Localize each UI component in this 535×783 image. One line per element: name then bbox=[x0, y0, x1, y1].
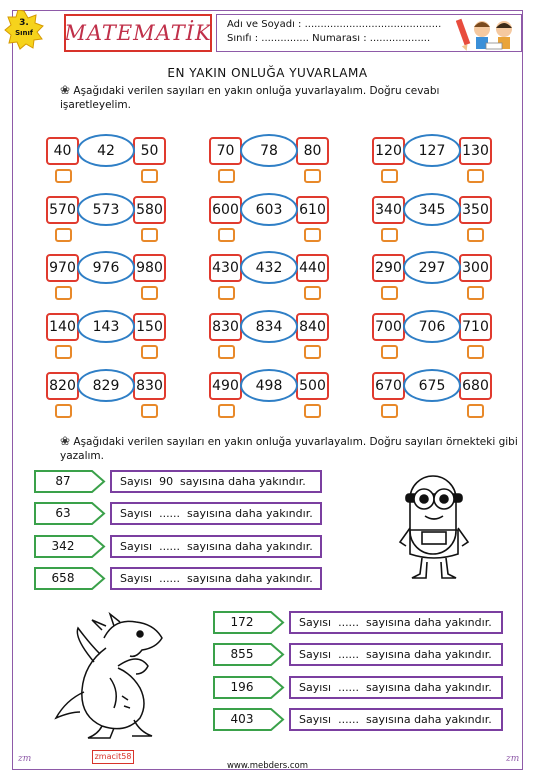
section1-instruction: Aşağıdaki verilen sayıları en yakın onluğa yuvarlayalım. Doğru cevabı işaretleyelim. bbox=[60, 85, 440, 111]
lower-answer-checkbox[interactable] bbox=[55, 286, 72, 300]
lower-ten-box: 40 bbox=[46, 137, 79, 165]
lower-answer-checkbox[interactable] bbox=[55, 228, 72, 242]
number-arrow-tag bbox=[34, 535, 104, 558]
number-arrow-tag bbox=[213, 676, 283, 699]
upper-answer-checkbox[interactable] bbox=[141, 169, 158, 183]
sentence-row bbox=[213, 676, 503, 699]
flower-bullet-icon: ❀ bbox=[60, 83, 71, 97]
lower-answer-checkbox[interactable] bbox=[218, 169, 235, 183]
lower-answer-checkbox[interactable] bbox=[55, 404, 72, 418]
upper-ten-box: 300 bbox=[459, 254, 492, 282]
rounding-group bbox=[46, 254, 196, 312]
lower-ten-box: 700 bbox=[372, 313, 405, 341]
target-number-oval: 78 bbox=[240, 134, 298, 167]
upper-answer-checkbox[interactable] bbox=[467, 228, 484, 242]
lower-ten-box: 140 bbox=[46, 313, 79, 341]
lower-ten-box: 290 bbox=[372, 254, 405, 282]
rounding-group bbox=[46, 137, 196, 195]
target-number-oval: 143 bbox=[77, 310, 135, 343]
sentence-row bbox=[213, 611, 503, 634]
target-number-oval: 976 bbox=[77, 251, 135, 284]
upper-ten-box: 840 bbox=[296, 313, 329, 341]
upper-answer-checkbox[interactable] bbox=[304, 286, 321, 300]
lower-answer-checkbox[interactable] bbox=[55, 345, 72, 359]
target-number-oval: 829 bbox=[77, 369, 135, 402]
rounding-group bbox=[372, 313, 522, 371]
number-arrow-tag bbox=[213, 611, 283, 634]
upper-ten-box: 980 bbox=[133, 254, 166, 282]
rounding-group bbox=[372, 196, 522, 254]
upper-answer-checkbox[interactable] bbox=[304, 228, 321, 242]
upper-ten-box: 350 bbox=[459, 196, 492, 224]
target-number-oval: 675 bbox=[403, 369, 461, 402]
sentence-row bbox=[34, 470, 322, 493]
upper-ten-box: 150 bbox=[133, 313, 166, 341]
lower-ten-box: 120 bbox=[372, 137, 405, 165]
target-number-oval: 573 bbox=[77, 193, 135, 226]
name-field[interactable]: Adı ve Soyadı : ........................................... bbox=[227, 19, 442, 30]
target-number-oval: 127 bbox=[403, 134, 461, 167]
upper-answer-checkbox[interactable] bbox=[304, 345, 321, 359]
lower-ten-box: 820 bbox=[46, 372, 79, 400]
subject-title: MATEMATİK bbox=[64, 21, 212, 45]
kids-pencil-illustration bbox=[456, 15, 520, 51]
upper-answer-checkbox[interactable] bbox=[467, 404, 484, 418]
answer-sentence-box[interactable]: Sayısı ...... sayısına daha yakındır. bbox=[289, 676, 503, 699]
lower-answer-checkbox[interactable] bbox=[381, 228, 398, 242]
section1-instruction-wrap bbox=[60, 83, 460, 112]
given-number: 658 bbox=[51, 571, 75, 585]
upper-answer-checkbox[interactable] bbox=[304, 169, 321, 183]
rounding-group bbox=[372, 137, 522, 195]
given-number: 403 bbox=[230, 712, 254, 726]
lower-ten-box: 570 bbox=[46, 196, 79, 224]
target-number-oval: 603 bbox=[240, 193, 298, 226]
number-arrow-tag bbox=[213, 643, 283, 666]
lower-ten-box: 70 bbox=[209, 137, 242, 165]
upper-ten-box: 680 bbox=[459, 372, 492, 400]
upper-answer-checkbox[interactable] bbox=[467, 286, 484, 300]
rounding-group bbox=[209, 196, 359, 254]
lower-ten-box: 600 bbox=[209, 196, 242, 224]
upper-ten-box: 80 bbox=[296, 137, 329, 165]
section2-instruction-wrap bbox=[60, 434, 525, 463]
lower-answer-checkbox[interactable] bbox=[381, 286, 398, 300]
flower-bullet-icon: ❀ bbox=[60, 434, 71, 448]
target-number-oval: 706 bbox=[403, 310, 461, 343]
lower-answer-checkbox[interactable] bbox=[55, 169, 72, 183]
lower-ten-box: 490 bbox=[209, 372, 242, 400]
given-number: 172 bbox=[230, 615, 254, 629]
target-number-oval: 498 bbox=[240, 369, 298, 402]
number-arrow-tag bbox=[34, 470, 104, 493]
lower-answer-checkbox[interactable] bbox=[218, 404, 235, 418]
rounding-group bbox=[46, 196, 196, 254]
section2-instruction: Aşağıdaki verilen sayıları en yakın onluğa yuvarlayalım. Doğru sayıları örnekteki gibi yazalım. bbox=[60, 436, 518, 462]
minion-illustration bbox=[392, 470, 476, 585]
subject-title-box bbox=[64, 14, 212, 52]
class-number-field[interactable]: Sınıfı : ............... Numarası : ................... bbox=[227, 33, 431, 44]
upper-ten-box: 710 bbox=[459, 313, 492, 341]
answer-sentence-box[interactable]: Sayısı ...... sayısına daha yakındır. bbox=[110, 502, 322, 525]
upper-ten-box: 500 bbox=[296, 372, 329, 400]
lower-ten-box: 970 bbox=[46, 254, 79, 282]
target-number-oval: 345 bbox=[403, 193, 461, 226]
sentence-row bbox=[213, 643, 503, 666]
given-number: 855 bbox=[230, 647, 254, 661]
sentence-row bbox=[34, 535, 322, 558]
sentence-row bbox=[213, 708, 503, 731]
upper-answer-checkbox[interactable] bbox=[141, 404, 158, 418]
upper-answer-checkbox[interactable] bbox=[467, 169, 484, 183]
upper-answer-checkbox[interactable] bbox=[141, 345, 158, 359]
upper-answer-checkbox[interactable] bbox=[141, 228, 158, 242]
lower-answer-checkbox[interactable] bbox=[381, 404, 398, 418]
given-number: 87 bbox=[55, 474, 71, 488]
rounding-group bbox=[209, 313, 359, 371]
lower-ten-box: 340 bbox=[372, 196, 405, 224]
upper-ten-box: 50 bbox=[133, 137, 166, 165]
lower-answer-checkbox[interactable] bbox=[381, 169, 398, 183]
answer-sentence-box[interactable]: Sayısı ...... sayısına daha yakındır. bbox=[289, 643, 503, 666]
rounding-group bbox=[46, 372, 196, 430]
given-number: 196 bbox=[230, 680, 254, 694]
sentence-row bbox=[34, 502, 322, 525]
dragon-illustration bbox=[44, 608, 174, 743]
lower-ten-box: 670 bbox=[372, 372, 405, 400]
upper-answer-checkbox[interactable] bbox=[304, 404, 321, 418]
given-number: 342 bbox=[51, 539, 75, 553]
upper-ten-box: 610 bbox=[296, 196, 329, 224]
grade-number: 3. bbox=[19, 18, 29, 28]
number-arrow-tag bbox=[34, 502, 104, 525]
author-tag: zmacit58 bbox=[92, 750, 134, 764]
rounding-group bbox=[46, 313, 196, 371]
corner-mark-right: zm bbox=[506, 754, 520, 764]
upper-answer-checkbox[interactable] bbox=[141, 286, 158, 300]
number-arrow-tag bbox=[34, 567, 104, 590]
worksheet-title: EN YAKIN ONLUĞA YUVARLAMA bbox=[167, 66, 368, 80]
answer-sentence-box[interactable]: Sayısı ...... sayısına daha yakındır. bbox=[289, 708, 503, 731]
lower-ten-box: 830 bbox=[209, 313, 242, 341]
lower-answer-checkbox[interactable] bbox=[218, 345, 235, 359]
footer-website[interactable]: www.mebders.com bbox=[226, 761, 309, 771]
upper-ten-box: 830 bbox=[133, 372, 166, 400]
number-arrow-tag bbox=[213, 708, 283, 731]
rounding-group bbox=[209, 137, 359, 195]
rounding-group bbox=[209, 372, 359, 430]
lower-ten-box: 430 bbox=[209, 254, 242, 282]
answer-sentence-box[interactable]: Sayısı 90 sayısına daha yakındır. bbox=[110, 470, 322, 493]
answer-sentence-box[interactable]: Sayısı ...... sayısına daha yakındır. bbox=[110, 535, 322, 558]
answer-sentence-box[interactable]: Sayısı ...... sayısına daha yakındır. bbox=[289, 611, 503, 634]
lower-answer-checkbox[interactable] bbox=[218, 286, 235, 300]
given-number: 63 bbox=[55, 506, 71, 520]
target-number-oval: 432 bbox=[240, 251, 298, 284]
target-number-oval: 42 bbox=[77, 134, 135, 167]
grade-sub: Sınıf bbox=[15, 29, 33, 37]
upper-ten-box: 130 bbox=[459, 137, 492, 165]
rounding-group bbox=[372, 254, 522, 312]
target-number-oval: 834 bbox=[240, 310, 298, 343]
upper-answer-checkbox[interactable] bbox=[467, 345, 484, 359]
target-number-oval: 297 bbox=[403, 251, 461, 284]
lower-answer-checkbox[interactable] bbox=[218, 228, 235, 242]
rounding-group bbox=[372, 372, 522, 430]
rounding-group bbox=[209, 254, 359, 312]
answer-sentence-box[interactable]: Sayısı ...... sayısına daha yakındır. bbox=[110, 567, 322, 590]
corner-mark-left: zm bbox=[18, 754, 32, 764]
upper-ten-box: 440 bbox=[296, 254, 329, 282]
upper-ten-box: 580 bbox=[133, 196, 166, 224]
sentence-row bbox=[34, 567, 322, 590]
lower-answer-checkbox[interactable] bbox=[381, 345, 398, 359]
grade-label bbox=[4, 18, 44, 38]
